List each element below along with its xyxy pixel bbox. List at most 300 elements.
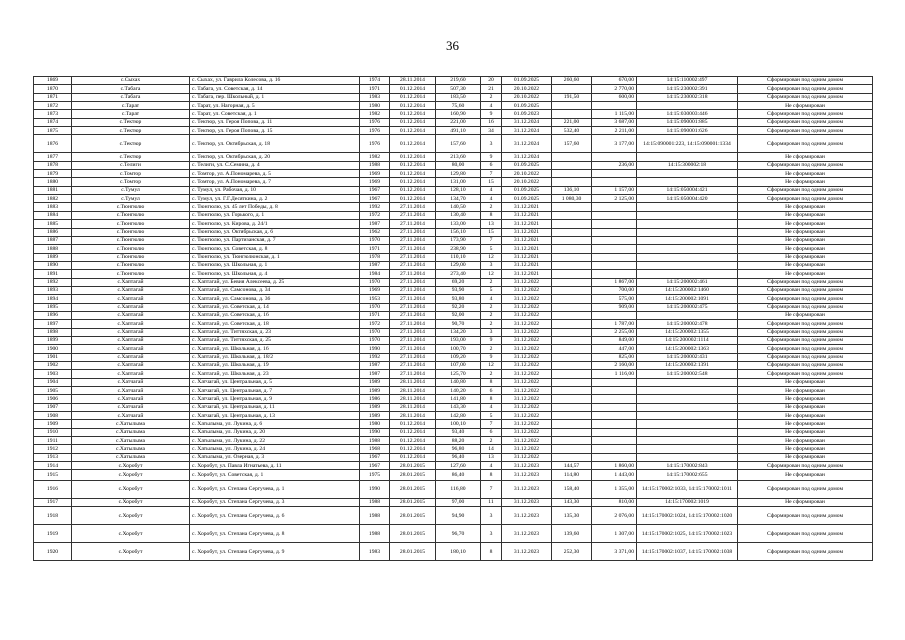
row-number: 1920 <box>34 543 72 561</box>
row-number: 1913 <box>34 453 72 461</box>
settlement-cell: с.Тюнгюлю <box>72 261 190 269</box>
year-cell: 1969 <box>360 170 390 178</box>
settlement-cell: с.Тумул <box>72 186 190 194</box>
table-row <box>34 428 873 436</box>
area-cell: 143,30 <box>436 403 481 411</box>
cadastral-number-cell: 14:15:200002:1355 <box>637 328 738 336</box>
settlement-cell: с.Хатчагай <box>72 395 190 403</box>
deadline-cell: 01.09.2023 <box>502 110 552 118</box>
cadastral-number-cell: 14:15:200002:1391 <box>637 362 738 370</box>
area-cell: 133,00 <box>436 220 481 228</box>
area-cell: 173,90 <box>436 236 481 244</box>
deadline-cell: 01.09.2025 <box>502 186 552 194</box>
status-cell: Сформирован под одним домом <box>738 77 873 85</box>
status-cell: Не сформирован <box>738 170 873 178</box>
date-cell: 27.11.2014 <box>390 320 436 328</box>
year-cell: 1990 <box>360 345 390 353</box>
area-cell: 127,60 <box>436 462 481 470</box>
cadastral-number-cell: 14:15:090001:626 <box>637 127 738 135</box>
plot-area-cell: 670,00 <box>592 77 637 85</box>
address-cell: с. Тектюр, ул. Октябрьская, д. 20 <box>190 153 360 161</box>
date-cell: 28.01.2015 <box>390 525 436 543</box>
row-number: 1889 <box>34 253 72 261</box>
table-row <box>34 195 873 203</box>
plot-area-cell <box>592 412 637 420</box>
plot-area-cell <box>592 102 637 110</box>
table-row <box>34 161 873 169</box>
row-number: 1903 <box>34 370 72 378</box>
settlement-cell: с.Тектюр <box>72 153 190 161</box>
land-area-cell <box>552 261 592 269</box>
date-cell: 27.11.2014 <box>390 311 436 319</box>
units-cell: 12 <box>481 253 502 261</box>
address-cell: с. Тектюр, ул. Героя Попова, д. 11 <box>190 118 360 126</box>
settlement-cell: с.Хоробут <box>72 525 190 543</box>
plot-area-cell <box>592 403 637 411</box>
cadastral-number-cell <box>637 445 738 453</box>
deadline-cell: 31.12.2022 <box>502 278 552 286</box>
status-cell: Сформирован под одним домом <box>738 93 873 101</box>
date-cell: 27.11.2014 <box>390 336 436 344</box>
row-number: 1900 <box>34 345 72 353</box>
land-area-cell: 1 080,30 <box>552 195 592 203</box>
table-row <box>34 543 873 561</box>
year-cell: 1978 <box>360 253 390 261</box>
plot-area-cell <box>592 245 637 253</box>
table-row <box>34 362 873 370</box>
area-cell: 96,40 <box>436 453 481 461</box>
cadastral-number-cell: 14:15:170002:1025, 14:15:170002:1023 <box>637 525 738 543</box>
deadline-cell: 31.12.2024 <box>502 118 552 126</box>
address-cell: с. Хатчагай, ул. Центральная, д. 5 <box>190 378 360 386</box>
units-cell: 8 <box>481 470 502 481</box>
land-area-cell <box>552 387 592 395</box>
units-cell: 13 <box>481 220 502 228</box>
land-area-cell <box>552 211 592 219</box>
units-cell: 4 <box>481 403 502 411</box>
area-cell: 90,70 <box>436 320 481 328</box>
deadline-cell: 31.12.2022 <box>502 453 552 461</box>
address-cell: с. Хаптагай, ул. Самсонова, д. 34 <box>190 286 360 294</box>
settlement-cell: с.Хаптагай <box>72 336 190 344</box>
address-cell: с. Хоробут, ул. Советская, д. 1 <box>190 470 360 481</box>
deadline-cell: 01.09.2025 <box>502 77 552 85</box>
status-cell: Сформирован под одним домом <box>738 278 873 286</box>
year-cell: 1967 <box>360 195 390 203</box>
row-number: 1915 <box>34 470 72 481</box>
settlement-cell: с.Хаптагай <box>72 328 190 336</box>
deadline-cell: 01.09.2025 <box>502 195 552 203</box>
deadline-cell: 31.12.2022 <box>502 395 552 403</box>
row-number: 1887 <box>34 236 72 244</box>
table-row <box>34 437 873 445</box>
plot-area-cell: 2 770,00 <box>592 85 637 93</box>
land-area-cell <box>552 345 592 353</box>
address-cell: с. Хаптагай, ул. Титтяхская, д. 23 <box>190 328 360 336</box>
table-row <box>34 278 873 286</box>
deadline-cell: 31.12.2023 <box>502 480 552 498</box>
address-cell: с. Хаптагай, ул. Самсонова, д. 36 <box>190 295 360 303</box>
settlement-cell: с.Хатчагай <box>72 378 190 386</box>
units-cell: 21 <box>481 85 502 93</box>
row-number: 1878 <box>34 161 72 169</box>
row-number: 1918 <box>34 507 72 525</box>
table-row <box>34 462 873 470</box>
settlement-cell: с.Хаптагай <box>72 362 190 370</box>
land-area-cell <box>552 453 592 461</box>
status-cell: Сформирован под одним домом <box>738 543 873 561</box>
land-area-cell <box>552 362 592 370</box>
plot-area-cell: 1 307,00 <box>592 525 637 543</box>
date-cell: 28.11.2014 <box>390 387 436 395</box>
cadastral-number-cell <box>637 203 738 211</box>
date-cell: 01.12.2014 <box>390 110 436 118</box>
year-cell: 1967 <box>360 453 390 461</box>
area-cell: 142,80 <box>436 412 481 420</box>
status-cell: Не сформирован <box>738 498 873 506</box>
cadastral-number-cell <box>637 170 738 178</box>
units-cell: 6 <box>481 428 502 436</box>
plot-area-cell: 236,00 <box>592 161 637 169</box>
units-cell: 7 <box>481 420 502 428</box>
table-row <box>34 236 873 244</box>
settlement-cell: с.Тектюр <box>72 118 190 126</box>
date-cell: 27.11.2014 <box>390 278 436 286</box>
status-cell: Не сформирован <box>738 437 873 445</box>
plot-area-cell <box>592 153 637 161</box>
units-cell: 20 <box>481 77 502 85</box>
deadline-cell: 31.12.2021 <box>502 203 552 211</box>
units-cell: 14 <box>481 445 502 453</box>
area-cell: 93,90 <box>436 286 481 294</box>
year-cell: 1989 <box>360 378 390 386</box>
row-number: 1880 <box>34 178 72 186</box>
deadline-cell: 01.09.2025 <box>502 161 552 169</box>
status-cell: Не сформирован <box>738 245 873 253</box>
table-row <box>34 395 873 403</box>
status-cell: Сформирован под одним домом <box>738 286 873 294</box>
deadline-cell: 31.12.2022 <box>502 295 552 303</box>
settlement-cell: с.Хаптагай <box>72 311 190 319</box>
row-number: 1890 <box>34 261 72 269</box>
status-cell: Сформирован под одним домом <box>738 85 873 93</box>
deadline-cell: 20.10.2022 <box>502 85 552 93</box>
land-area-cell <box>552 178 592 186</box>
address-cell: с. Хаптагай, ул. Школьная, д. 19 <box>190 362 360 370</box>
area-cell: 180,10 <box>436 543 481 561</box>
settlement-cell: с.Тюнгюлю <box>72 270 190 278</box>
plot-area-cell <box>592 261 637 269</box>
settlement-cell: с.Хаптагай <box>72 345 190 353</box>
status-cell: Не сформирован <box>738 253 873 261</box>
table-row <box>34 186 873 194</box>
cadastral-number-cell: 14:15:170002:1024, 14:15:170002:1020 <box>637 507 738 525</box>
address-cell: с. Тюнгюлю, ул. Октябрьская, д. 6 <box>190 228 360 236</box>
date-cell: 01.12.2014 <box>390 118 436 126</box>
year-cell: 1970 <box>360 278 390 286</box>
row-number: 1899 <box>34 336 72 344</box>
status-cell: Не сформирован <box>738 153 873 161</box>
settlement-cell: с.Хоробут <box>72 498 190 506</box>
cadastral-number-cell <box>637 178 738 186</box>
settlement-cell: с.Тарат <box>72 110 190 118</box>
date-cell: 27.11.2014 <box>390 295 436 303</box>
deadline-cell: 31.12.2022 <box>502 328 552 336</box>
date-cell: 01.12.2014 <box>390 135 436 153</box>
row-number: 1888 <box>34 245 72 253</box>
cadastral-number-cell <box>637 253 738 261</box>
plot-area-cell <box>592 253 637 261</box>
row-number: 1908 <box>34 412 72 420</box>
deadline-cell: 31.12.2024 <box>502 135 552 153</box>
row-number: 1881 <box>34 186 72 194</box>
land-area-cell <box>552 203 592 211</box>
plot-area-cell: 825,00 <box>592 353 637 361</box>
address-cell: с. Хатылыма, ул. Лукина, д. 24 <box>190 445 360 453</box>
year-cell: 1984 <box>360 270 390 278</box>
address-cell: с. Хатылыма, ул. Озерная, д. 3 <box>190 453 360 461</box>
land-area-cell <box>552 295 592 303</box>
row-number: 1873 <box>34 110 72 118</box>
row-number: 1872 <box>34 102 72 110</box>
cadastral-number-cell <box>637 211 738 219</box>
deadline-cell: 31.12.2021 <box>502 261 552 269</box>
row-number: 1898 <box>34 328 72 336</box>
settlement-cell: с.Телиги <box>72 161 190 169</box>
land-area-cell: 260,60 <box>552 77 592 85</box>
table-row <box>34 328 873 336</box>
settlement-cell: с.Хатчагай <box>72 403 190 411</box>
deadline-cell: 31.12.2022 <box>502 362 552 370</box>
status-cell: Не сформирован <box>738 453 873 461</box>
status-cell: Не сформирован <box>738 102 873 110</box>
units-cell: 2 <box>481 278 502 286</box>
land-area-cell: 144,57 <box>552 462 592 470</box>
area-cell: 116,80 <box>436 480 481 498</box>
settlement-cell: с.Хатылыма <box>72 437 190 445</box>
units-cell: 2 <box>481 93 502 101</box>
deadline-cell: 31.12.2022 <box>502 286 552 294</box>
cadastral-number-cell: 14:15:170002:843 <box>637 462 738 470</box>
year-cell: 1953 <box>360 295 390 303</box>
table-row <box>34 220 873 228</box>
settlement-cell: с.Тюнгюлю <box>72 236 190 244</box>
area-cell: 107,00 <box>436 362 481 370</box>
year-cell: 1983 <box>360 543 390 561</box>
deadline-cell: 31.12.2023 <box>502 543 552 561</box>
table-row <box>34 311 873 319</box>
table-row <box>34 102 873 110</box>
table-row <box>34 303 873 311</box>
row-number: 1914 <box>34 462 72 470</box>
area-cell: 140,20 <box>436 387 481 395</box>
status-cell: Сформирован под одним домом <box>738 118 873 126</box>
year-cell: 1967 <box>360 462 390 470</box>
deadline-cell: 31.12.2024 <box>502 153 552 161</box>
table-row <box>34 295 873 303</box>
date-cell: 28.01.2015 <box>390 462 436 470</box>
land-area-cell <box>552 370 592 378</box>
deadline-cell: 31.12.2022 <box>502 378 552 386</box>
row-number: 1916 <box>34 480 72 498</box>
address-cell: с. Тюнгюлю, ул. Советская, д. 8 <box>190 245 360 253</box>
row-number: 1902 <box>34 362 72 370</box>
date-cell: 28.01.2015 <box>390 470 436 481</box>
date-cell: 28.11.2014 <box>390 77 436 85</box>
date-cell: 01.12.2014 <box>390 153 436 161</box>
plot-area-cell: 575,00 <box>592 295 637 303</box>
date-cell: 01.12.2014 <box>390 420 436 428</box>
date-cell: 01.12.2014 <box>390 437 436 445</box>
year-cell: 1971 <box>360 311 390 319</box>
land-area-cell: 139,60 <box>552 525 592 543</box>
year-cell: 1992 <box>360 353 390 361</box>
area-cell: 100,10 <box>436 420 481 428</box>
units-cell: 5 <box>481 245 502 253</box>
plot-area-cell: 1 115,00 <box>592 110 637 118</box>
cadastral-number-cell <box>637 261 738 269</box>
settlement-cell: с.Тюнгюлю <box>72 245 190 253</box>
land-area-cell <box>552 303 592 311</box>
table-row <box>34 320 873 328</box>
row-number: 1874 <box>34 118 72 126</box>
units-cell: 2 <box>481 320 502 328</box>
plot-area-cell: 3 687,00 <box>592 118 637 126</box>
year-cell: 1986 <box>360 395 390 403</box>
address-cell: с. Хатылыма, ул. Лукина, д. 6 <box>190 420 360 428</box>
land-area-cell: 143,30 <box>552 498 592 506</box>
units-cell: 12 <box>481 362 502 370</box>
address-cell: с. Хаптагай, ул. Школьная, д. 18/2 <box>190 353 360 361</box>
area-cell: 140,50 <box>436 203 481 211</box>
cadastral-number-cell <box>637 453 738 461</box>
units-cell: 4 <box>481 186 502 194</box>
status-cell: Не сформирован <box>738 395 873 403</box>
units-cell: 9 <box>481 153 502 161</box>
cadastral-number-cell: 14:15:170002:1033, 14:15:170002:1011 <box>637 480 738 498</box>
plot-area-cell: 2 125,00 <box>592 195 637 203</box>
registry-body <box>34 77 873 561</box>
status-cell: Сформирован под одним домом <box>738 328 873 336</box>
plot-area-cell: 2 076,00 <box>592 507 637 525</box>
deadline-cell: 20.10.2022 <box>502 170 552 178</box>
table-row <box>34 135 873 153</box>
row-number: 1901 <box>34 353 72 361</box>
table-row <box>34 286 873 294</box>
row-number: 1886 <box>34 228 72 236</box>
plot-area-cell: 2 160,00 <box>592 362 637 370</box>
table-row <box>34 85 873 93</box>
address-cell: с. Хатчагай, ул. Центральная, д. 9 <box>190 395 360 403</box>
land-area-cell: 191,50 <box>552 93 592 101</box>
area-cell: 130,40 <box>436 211 481 219</box>
year-cell: 1989 <box>360 412 390 420</box>
cadastral-number-cell <box>637 378 738 386</box>
date-cell: 27.11.2014 <box>390 353 436 361</box>
area-cell: 134,70 <box>436 195 481 203</box>
units-cell: 8 <box>481 543 502 561</box>
row-number: 1871 <box>34 93 72 101</box>
units-cell: 7 <box>481 480 502 498</box>
year-cell: 1969 <box>360 286 390 294</box>
units-cell: 15 <box>481 228 502 236</box>
plot-area-cell: 1 867,00 <box>592 278 637 286</box>
units-cell: 12 <box>481 270 502 278</box>
deadline-cell: 20.10.2022 <box>502 178 552 186</box>
cadastral-number-cell: 14:15:110002:497 <box>637 77 738 85</box>
area-cell: 100,70 <box>436 345 481 353</box>
date-cell: 27.11.2014 <box>390 211 436 219</box>
status-cell: Сформирован под одним домом <box>738 353 873 361</box>
settlement-cell: с.Тектюр <box>72 127 190 135</box>
address-cell: с. Томтор, ул. А.Пономарева, д. 5 <box>190 170 360 178</box>
table-row <box>34 525 873 543</box>
settlement-cell: с.Хатылыма <box>72 428 190 436</box>
status-cell: Не сформирован <box>738 403 873 411</box>
cadastral-number-cell: 14:15:170002:655 <box>637 470 738 481</box>
table-row <box>34 403 873 411</box>
row-number: 1895 <box>34 303 72 311</box>
row-number: 1891 <box>34 270 72 278</box>
land-area-cell: 114,80 <box>552 470 592 481</box>
year-cell: 1962 <box>360 228 390 236</box>
year-cell: 1970 <box>360 328 390 336</box>
land-area-cell <box>552 353 592 361</box>
plot-area-cell <box>592 178 637 186</box>
area-cell: 156,10 <box>436 228 481 236</box>
plot-area-cell: 1 443,00 <box>592 470 637 481</box>
year-cell: 1982 <box>360 153 390 161</box>
plot-area-cell <box>592 270 637 278</box>
table-row <box>34 261 873 269</box>
row-number: 1919 <box>34 525 72 543</box>
settlement-cell: с.Хоробут <box>72 480 190 498</box>
cadastral-number-cell: 14:15:200002:478 <box>637 320 738 328</box>
units-cell: 13 <box>481 453 502 461</box>
land-area-cell <box>552 420 592 428</box>
status-cell: Сформирован под одним домом <box>738 462 873 470</box>
address-cell: с. Хатчагай, ул. Центральная, д. 7 <box>190 387 360 395</box>
address-cell: с. Тюнгюлю, ул. Школьная, д. 4 <box>190 270 360 278</box>
area-cell: 88,20 <box>436 437 481 445</box>
address-cell: с. Хаптагай, ул. Титтяхская, д. 25 <box>190 336 360 344</box>
land-area-cell <box>552 253 592 261</box>
date-cell: 01.12.2014 <box>390 445 436 453</box>
land-area-cell <box>552 403 592 411</box>
land-area-cell <box>552 153 592 161</box>
address-cell: с. Хатылыма, ул. Лукина, д. 22 <box>190 437 360 445</box>
land-area-cell: 158,40 <box>552 480 592 498</box>
settlement-cell: с.Тюнгюлю <box>72 211 190 219</box>
units-cell: 2 <box>481 303 502 311</box>
date-cell: 27.11.2014 <box>390 362 436 370</box>
status-cell: Сформирован под одним домом <box>738 127 873 135</box>
cadastral-number-cell: 14:15:170002:1037, 14:15:170002:1038 <box>637 543 738 561</box>
units-cell: 3 <box>481 525 502 543</box>
status-cell: Не сформирован <box>738 428 873 436</box>
area-cell: 69,20 <box>436 278 481 286</box>
units-cell: 2 <box>481 203 502 211</box>
area-cell: 221,00 <box>436 118 481 126</box>
table-row <box>34 370 873 378</box>
settlement-cell: с.Томтор <box>72 178 190 186</box>
settlement-cell: с.Сыхах <box>72 77 190 85</box>
plot-area-cell: 849,00 <box>592 336 637 344</box>
address-cell: с. Тюнгюлю, ул. Школьная, д. 1 <box>190 261 360 269</box>
area-cell: 75,60 <box>436 102 481 110</box>
cadastral-number-cell <box>637 228 738 236</box>
settlement-cell: с.Тюнгюлю <box>72 203 190 211</box>
